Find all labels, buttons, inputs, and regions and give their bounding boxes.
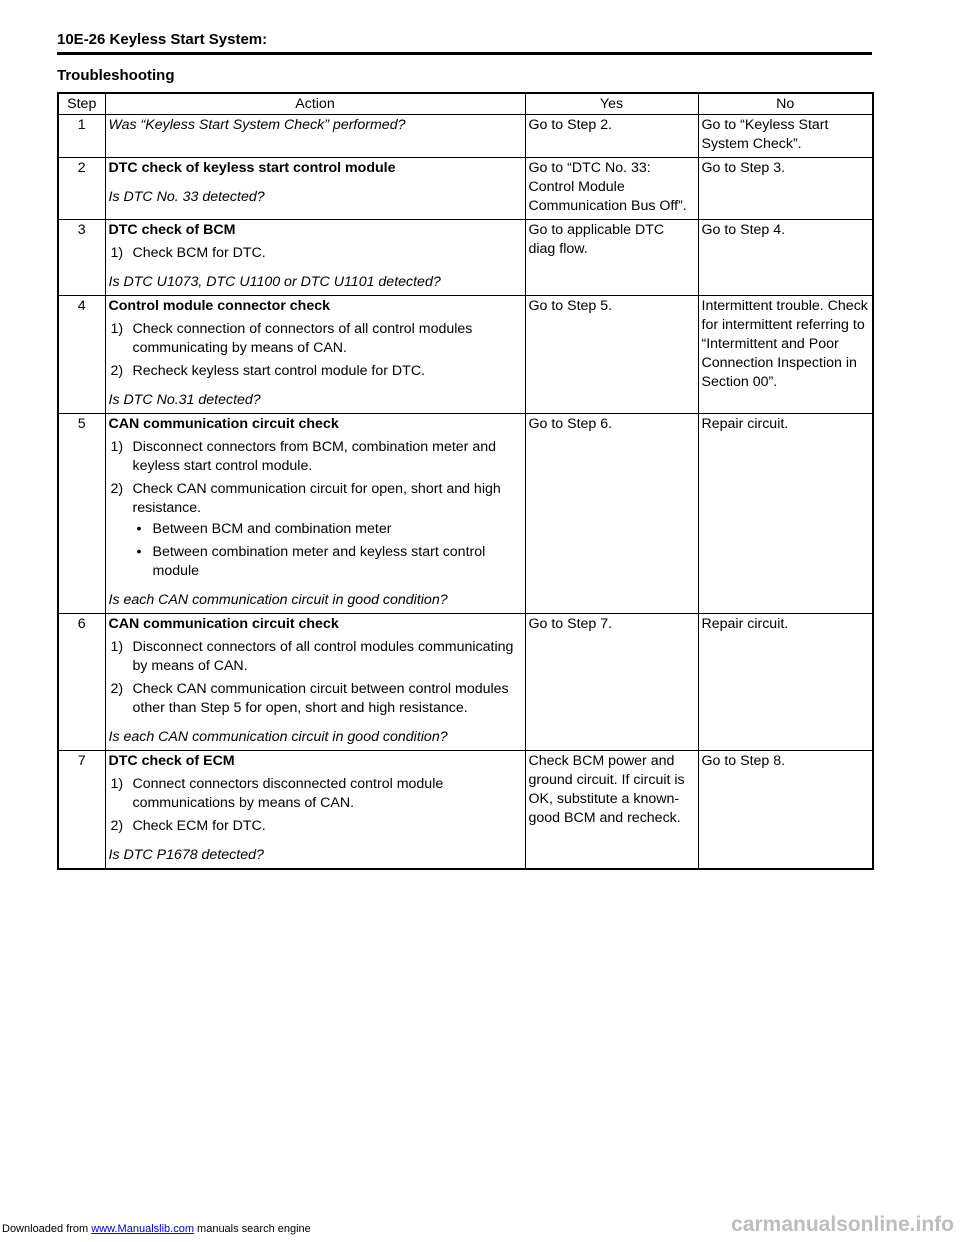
action-step bbox=[109, 480, 522, 581]
table-header-row bbox=[58, 93, 873, 115]
action-step-text: Disconnect connectors of all control modules communicating by means of CAN. bbox=[132, 639, 514, 674]
yes-result: Go to Step 6. bbox=[525, 414, 698, 614]
action-step-number: 1) bbox=[110, 245, 124, 261]
action-step bbox=[109, 362, 522, 381]
table-row bbox=[58, 296, 873, 414]
action-steps bbox=[109, 638, 522, 718]
no-result: Go to Step 3. bbox=[698, 158, 873, 220]
manualslib-link[interactable]: www.Manualslib.com bbox=[91, 1223, 194, 1235]
step-number: 7 bbox=[58, 751, 105, 870]
action-sub-text: Between BCM and combination meter bbox=[152, 521, 392, 537]
action-sub-item bbox=[109, 543, 522, 581]
action-step-number: 1) bbox=[110, 776, 124, 792]
action-step-text: Check CAN communication circuit for open, short and high resistance. bbox=[132, 481, 501, 516]
section-title: Troubleshooting bbox=[57, 67, 175, 84]
action-step-number: 2) bbox=[110, 681, 124, 697]
step-number: 4 bbox=[58, 296, 105, 414]
action-step-text: Connect connectors disconnected control module communications by means of CAN. bbox=[132, 776, 444, 811]
action-heading: DTC check of keyless start control module bbox=[108, 160, 396, 176]
action-step-text: Check connection of connectors of all control modules communicating by means of CAN. bbox=[132, 321, 473, 356]
action-cell bbox=[105, 220, 525, 296]
action-step bbox=[109, 320, 522, 358]
table-row bbox=[58, 158, 873, 220]
table-row bbox=[58, 115, 873, 158]
action-step bbox=[109, 680, 522, 718]
action-cell bbox=[105, 158, 525, 220]
no-result: Intermittent trouble. Check for intermittent referring to “Intermittent and Poor Connection Inspection in Section 00”. bbox=[698, 296, 873, 414]
action-heading: Control module connector check bbox=[108, 298, 331, 314]
action-step bbox=[109, 817, 522, 836]
action-cell bbox=[105, 296, 525, 414]
table-row bbox=[58, 614, 873, 751]
yes-result: Check BCM power and ground circuit. If circuit is OK, substitute a known-good BCM and recheck. bbox=[525, 751, 698, 870]
no-result: Repair circuit. bbox=[698, 614, 873, 751]
action-question: Is DTC P1678 detected? bbox=[108, 847, 264, 863]
action-sub-text: Between combination meter and keyless start control module bbox=[152, 544, 486, 579]
table-body bbox=[58, 115, 873, 870]
action-question: Is DTC U1073, DTC U1100 or DTC U1101 detected? bbox=[108, 274, 441, 290]
no-result: Go to “Keyless Start System Check”. bbox=[698, 115, 873, 158]
action-step-number: 2) bbox=[110, 818, 124, 834]
header-action: Action bbox=[105, 93, 525, 115]
action-question: Is DTC No.31 detected? bbox=[108, 392, 261, 408]
action-question: Is each CAN communication circuit in good condition? bbox=[108, 729, 448, 745]
action-step bbox=[109, 775, 522, 813]
action-sub-list bbox=[109, 520, 522, 581]
action-heading: CAN communication circuit check bbox=[108, 416, 339, 432]
yes-result: Go to Step 7. bbox=[525, 614, 698, 751]
action-question: Was “Keyless Start System Check” performed? bbox=[108, 117, 406, 133]
page-header bbox=[57, 20, 872, 55]
action-step-text: Disconnect connectors from BCM, combination meter and keyless start control module. bbox=[132, 439, 497, 474]
action-step bbox=[109, 244, 522, 263]
action-question: Is each CAN communication circuit in good condition? bbox=[108, 592, 448, 608]
page-title: 10E-26 Keyless Start System: bbox=[57, 31, 268, 48]
footer-prefix: Downloaded from bbox=[2, 1223, 92, 1235]
action-heading: CAN communication circuit check bbox=[108, 616, 339, 632]
yes-result: Go to Step 2. bbox=[525, 115, 698, 158]
action-step-number: 2) bbox=[110, 481, 124, 497]
watermark: carmanualsonline.info bbox=[731, 1213, 954, 1236]
action-step-number: 2) bbox=[110, 363, 124, 379]
action-cell bbox=[105, 115, 525, 158]
header-no: No bbox=[698, 93, 873, 115]
table-row bbox=[58, 414, 873, 614]
troubleshooting-table bbox=[57, 92, 874, 870]
yes-result: Go to “DTC No. 33: Control Module Communication Bus Off”. bbox=[525, 158, 698, 220]
action-cell bbox=[105, 751, 525, 870]
table-row bbox=[58, 751, 873, 870]
download-footer bbox=[2, 1223, 311, 1235]
action-heading: DTC check of BCM bbox=[108, 222, 236, 238]
action-step-text: Check ECM for DTC. bbox=[132, 818, 266, 834]
action-step-number: 1) bbox=[110, 639, 124, 655]
no-result: Repair circuit. bbox=[698, 414, 873, 614]
yes-result: Go to Step 5. bbox=[525, 296, 698, 414]
action-step bbox=[109, 638, 522, 676]
action-step bbox=[109, 438, 522, 476]
no-result: Go to Step 4. bbox=[698, 220, 873, 296]
action-steps bbox=[109, 320, 522, 381]
step-number: 3 bbox=[58, 220, 105, 296]
no-result: Go to Step 8. bbox=[698, 751, 873, 870]
action-sub-item bbox=[109, 520, 522, 539]
header-step: Step bbox=[58, 93, 105, 115]
step-number: 6 bbox=[58, 614, 105, 751]
yes-result: Go to applicable DTC diag flow. bbox=[525, 220, 698, 296]
action-question: Is DTC No. 33 detected? bbox=[108, 189, 265, 205]
action-steps bbox=[109, 244, 522, 263]
step-number: 5 bbox=[58, 414, 105, 614]
action-heading: DTC check of ECM bbox=[108, 753, 235, 769]
footer-suffix: manuals search engine bbox=[193, 1223, 311, 1235]
action-cell bbox=[105, 414, 525, 614]
action-step-text: Recheck keyless start control module for DTC. bbox=[132, 363, 426, 379]
action-steps bbox=[109, 438, 522, 581]
bullet-icon: • bbox=[136, 544, 142, 560]
action-step-text: Check BCM for DTC. bbox=[132, 245, 266, 261]
table-row bbox=[58, 220, 873, 296]
step-number: 1 bbox=[58, 115, 105, 158]
action-step-number: 1) bbox=[110, 439, 124, 455]
action-step-number: 1) bbox=[110, 321, 124, 337]
action-cell bbox=[105, 614, 525, 751]
step-number: 2 bbox=[58, 158, 105, 220]
bullet-icon: • bbox=[136, 521, 142, 537]
header-yes: Yes bbox=[525, 93, 698, 115]
action-steps bbox=[109, 775, 522, 836]
action-step-text: Check CAN communication circuit between control modules other than Step 5 for open, short and high resistance. bbox=[132, 681, 509, 716]
